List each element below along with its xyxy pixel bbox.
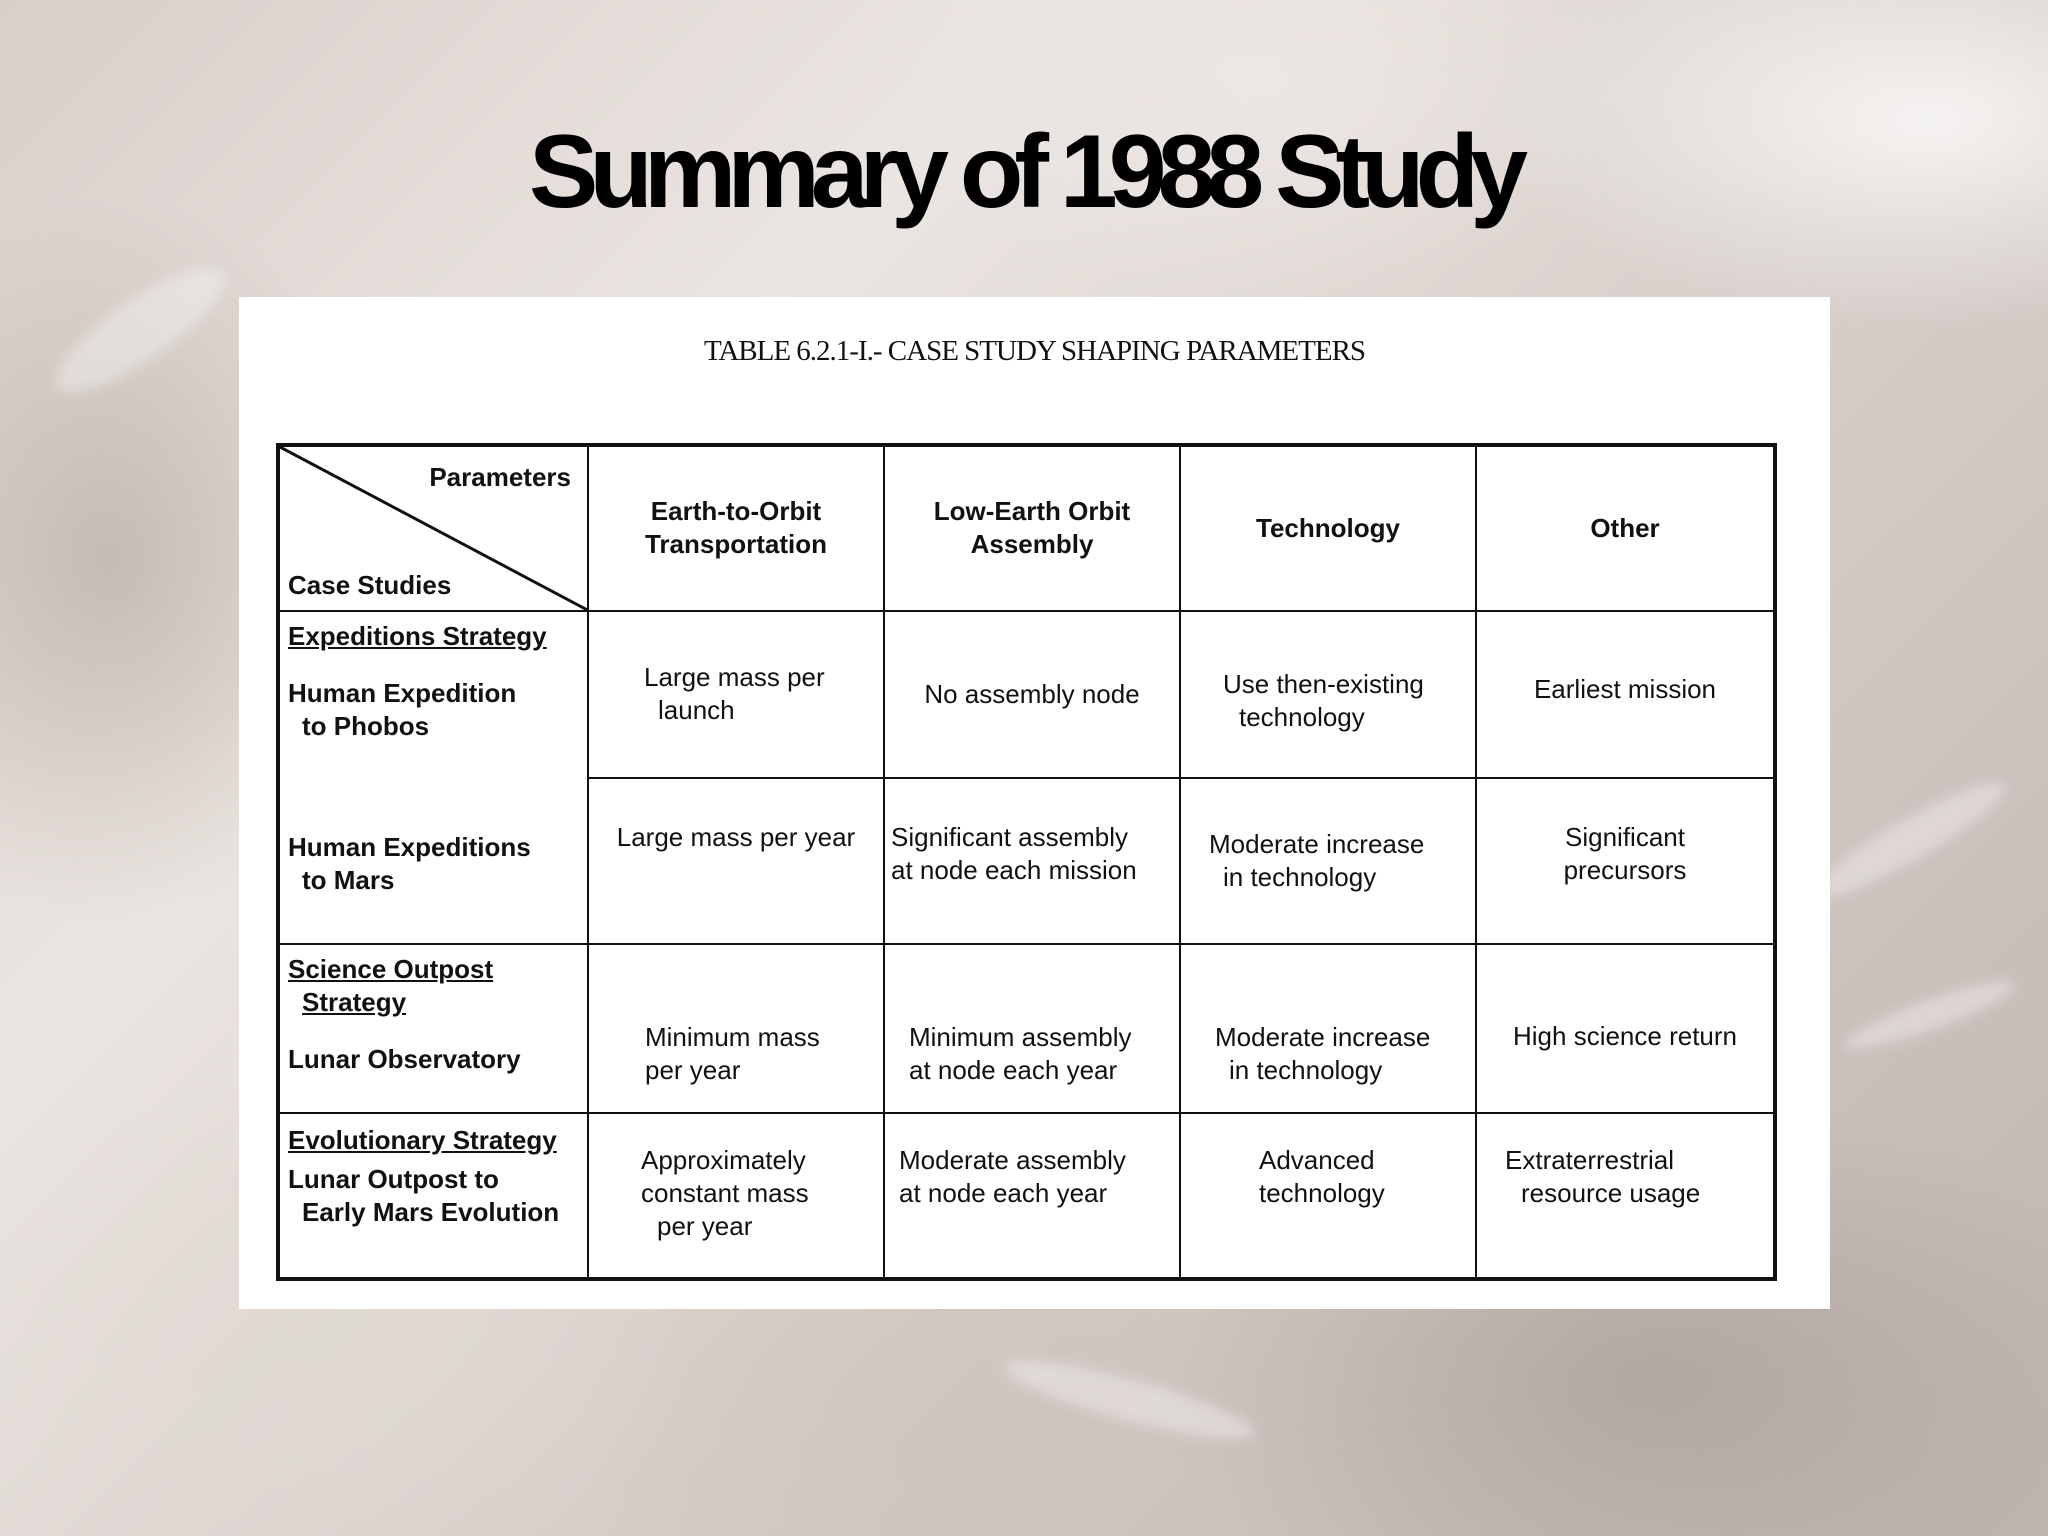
table-cell (588, 1113, 884, 1279)
header-row (278, 445, 1775, 611)
table-cell (1180, 611, 1476, 778)
table-row (278, 944, 1775, 1113)
table-row (278, 778, 1775, 945)
strategy-label: Expeditions Strategy (288, 620, 547, 651)
table-cell (588, 778, 884, 945)
table-cell (588, 944, 884, 1113)
case-study-label: Lunar Observatory (288, 1044, 521, 1075)
cell-line: at node each year (899, 1178, 1108, 1209)
table-cell (884, 611, 1180, 778)
cell-line: Large mass per year (616, 821, 856, 852)
cell-line: Moderate assembly (899, 1145, 1126, 1176)
table-cell (588, 611, 884, 778)
table-panel (239, 297, 1830, 1309)
corner-cell (278, 445, 588, 611)
strategy-label: Science Outpost (288, 954, 494, 985)
table-row (278, 611, 1775, 778)
table-cell (1476, 778, 1775, 945)
strategy-label: Evolutionary Strategy (288, 1125, 557, 1156)
corner-parameters-label: Parameters (429, 462, 571, 492)
cell-line: per year (645, 1054, 741, 1085)
table-cell (1476, 944, 1775, 1113)
case-study-label: Human Expedition (288, 677, 517, 708)
cell-line: per year (657, 1211, 753, 1242)
row-header (278, 944, 588, 1113)
case-study-label: to Mars (302, 865, 395, 896)
cell-line: Moderate increase (1215, 1021, 1431, 1052)
cell-line: resource usage (1521, 1178, 1701, 1209)
background-highlight (1805, 768, 2016, 913)
cell-line: launch (658, 695, 735, 726)
cell-line: in technology (1229, 1054, 1383, 1085)
table-caption: TABLE 6.2.1-I.- CASE STUDY SHAPING PARAMETERS (703, 335, 1366, 367)
row-header (278, 611, 588, 778)
cell-line: Approximately (641, 1145, 806, 1176)
cell-line: Use then-existing (1223, 669, 1424, 700)
cell-line: High science return (1513, 1021, 1737, 1052)
cell-line: Minimum assembly (909, 1021, 1132, 1052)
table-row (278, 1113, 1775, 1279)
table-cell (884, 778, 1180, 945)
cell-line: constant mass (641, 1178, 809, 1209)
background-highlight (1840, 970, 2019, 1060)
column-header: Earth-to-Orbit Transportation (588, 445, 884, 611)
strategy-label: Strategy (302, 987, 407, 1018)
cell-line: No assembly node (924, 678, 1140, 709)
cell-line: in technology (1223, 861, 1377, 892)
table-cell (1476, 1113, 1775, 1279)
cell-line: Moderate increase (1209, 828, 1425, 859)
row-header (278, 778, 588, 945)
cell-line: technology (1259, 1178, 1385, 1209)
cell-line: Large mass per (644, 662, 825, 693)
case-study-label: Human Expeditions (288, 832, 531, 863)
cell-line: at node each year (909, 1054, 1118, 1085)
corner-case-studies-label: Case Studies (288, 569, 452, 600)
cell-line: Earliest mission (1533, 673, 1717, 704)
cell-line: Extraterrestrial (1505, 1145, 1675, 1176)
cell-line: Significant (1565, 821, 1685, 852)
slide-title: Summary of 1988 Study (528, 114, 1520, 230)
case-study-label: Lunar Outpost to (288, 1164, 499, 1195)
cell-line: precursors (1563, 854, 1687, 885)
column-header: Low-Earth Orbit Assembly (884, 445, 1180, 611)
column-header: Other (1476, 445, 1775, 611)
background-highlight (41, 248, 239, 412)
case-study-label: to Phobos (302, 710, 430, 741)
cell-line: technology (1239, 702, 1365, 733)
table-cell (1180, 1113, 1476, 1279)
parameters-table (276, 443, 1777, 1281)
cell-line: Significant assembly (891, 821, 1128, 852)
table-cell (884, 1113, 1180, 1279)
table-cell (1180, 778, 1476, 945)
row-header (278, 1113, 588, 1279)
cell-line: Advanced (1259, 1145, 1375, 1176)
column-header: Technology (1180, 445, 1476, 611)
cell-line: at node each mission (891, 854, 1137, 885)
table-cell (1180, 944, 1476, 1113)
case-study-label: Early Mars Evolution (302, 1197, 560, 1228)
table-cell (884, 944, 1180, 1113)
background-highlight (999, 1347, 1260, 1453)
cell-line: Minimum mass (645, 1021, 820, 1052)
table-cell (1476, 611, 1775, 778)
